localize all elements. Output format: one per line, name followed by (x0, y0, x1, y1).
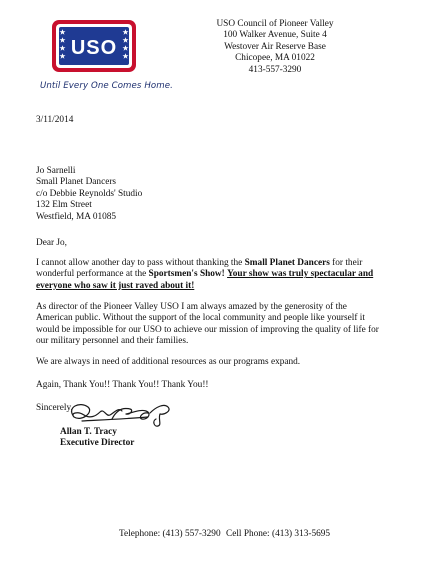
logo-tagline: Until Every One Comes Home. (40, 81, 173, 91)
sender-line: Chicopee, MA 01022 (235, 53, 315, 64)
sender-line: Westover Air Reserve Base (224, 41, 326, 52)
handwritten-signature (60, 395, 178, 429)
praise-text: Your show was truly spectacular and everyone who saw it just raved about it! (36, 269, 374, 291)
recipient-line: Westfield, MA 01085 (36, 211, 117, 222)
signer-title: Executive Director (60, 438, 135, 449)
body-paragraph-thankyou: Again, Thank You!! Thank You!! Thank You!! (36, 380, 209, 390)
sender-address (205, 19, 345, 76)
salutation: Dear Jo, (36, 238, 67, 248)
footer-telephone: Telephone: (413) 557-3290 (119, 529, 221, 539)
footer-cell-phone: Cell Phone: (413) 313-5695 (226, 529, 331, 539)
recipient-line: 132 Elm Street (36, 200, 92, 211)
signer-name: Allan T. Tracy (60, 427, 117, 437)
event-name: Sportsmen's Show! (148, 269, 225, 280)
recipient-line: Jo Sarnelli (36, 166, 76, 176)
signer-block (60, 427, 134, 450)
uso-logo (52, 20, 136, 72)
recipient-address (36, 166, 142, 223)
body-text: I cannot allow another day to pass without thanking the (36, 258, 245, 268)
group-name: Small Planet Dancers (244, 258, 330, 268)
sender-line: USO Council of Pioneer Valley (216, 19, 334, 29)
body-paragraph-resources: We are always in need of additional resources as our programs expand. (36, 357, 301, 367)
recipient-line: Small Planet Dancers (36, 177, 117, 188)
closing: Sincerely, (36, 403, 73, 413)
sender-line: 100 Walker Avenue, Suite 4 (223, 30, 327, 41)
recipient-line: c/o Debbie Reynolds' Studio (36, 188, 143, 199)
letter-date: 3/11/2014 (36, 115, 74, 125)
logo-text: USO (70, 37, 118, 59)
body-text: for their wonderful performance at the (36, 258, 363, 280)
body-paragraph-thanks (36, 258, 380, 292)
body-paragraph-mission: As director of the Pioneer Valley USO I am always amazed by the generosity of the American public. Without the support of the local community and people like yourself it would be impossible for our USO to achieve our mission of improving the quality of life for our military personnel and their families. (36, 302, 379, 347)
sender-phone: 413-557-3290 (248, 64, 302, 75)
